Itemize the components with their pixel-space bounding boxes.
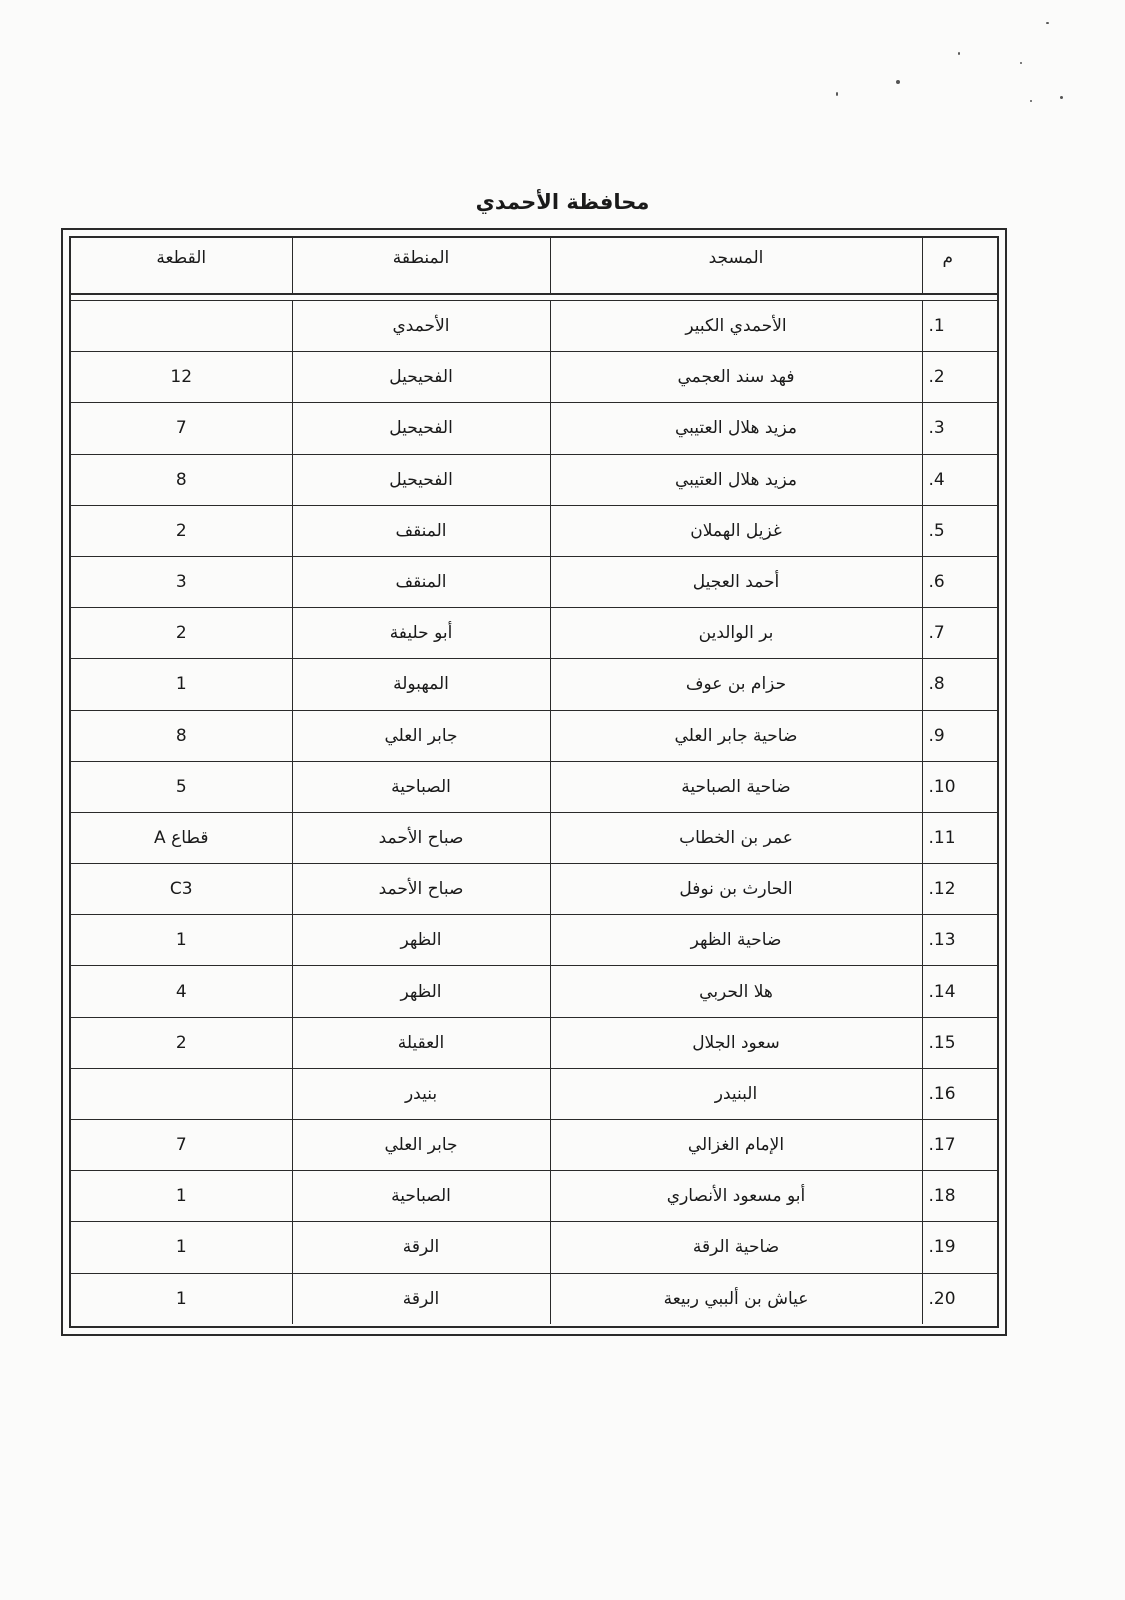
row-number: .17 (922, 1120, 997, 1171)
scan-speck (896, 80, 900, 84)
row-block: 5 (71, 761, 292, 812)
table-row (71, 1068, 997, 1119)
row-number: .15 (922, 1017, 997, 1068)
row-number: .9 (922, 710, 997, 761)
row-area: الفحيحيل (292, 454, 550, 505)
table-row (71, 812, 997, 863)
scan-speck (958, 52, 960, 55)
row-block: 2 (71, 505, 292, 556)
row-block: 8 (71, 710, 292, 761)
header-row (71, 238, 997, 293)
row-block: 4 (71, 966, 292, 1017)
table-row (71, 608, 997, 659)
table-row (71, 966, 997, 1017)
row-block (71, 1068, 292, 1119)
row-mosque: حزام بن عوف (550, 659, 922, 710)
scan-speck (836, 92, 838, 96)
row-mosque: مزيد هلال العتيبي (550, 403, 922, 454)
row-number: .5 (922, 505, 997, 556)
row-number: .4 (922, 454, 997, 505)
row-mosque: أحمد العجيل (550, 556, 922, 607)
row-number: .2 (922, 352, 997, 403)
table-row (71, 1273, 997, 1324)
row-block: 2 (71, 1017, 292, 1068)
table-inner-frame (69, 236, 999, 1328)
header-area: المنطقة (292, 238, 550, 293)
scan-speck (1046, 22, 1049, 24)
row-block: C3 (71, 864, 292, 915)
table-row (71, 710, 997, 761)
row-mosque: سعود الجلال (550, 1017, 922, 1068)
row-area: بنيدر (292, 1068, 550, 1119)
row-number: .3 (922, 403, 997, 454)
row-mosque: فهد سند العجمي (550, 352, 922, 403)
row-mosque: الحارث بن نوفل (550, 864, 922, 915)
row-area: العقيلة (292, 1017, 550, 1068)
row-block: 7 (71, 1120, 292, 1171)
page-title: محافظة الأحمدي (475, 190, 650, 214)
table-row (71, 301, 997, 352)
row-mosque: غزيل الهملان (550, 505, 922, 556)
header-mosque: المسجد (550, 238, 922, 293)
table-row (71, 1222, 997, 1273)
row-number: .18 (922, 1171, 997, 1222)
row-number: .10 (922, 761, 997, 812)
table-outer-frame (61, 228, 1007, 1336)
row-mosque: الإمام الغزالي (550, 1120, 922, 1171)
row-area: الصباحية (292, 1171, 550, 1222)
row-area: الرقة (292, 1273, 550, 1324)
row-block: 1 (71, 915, 292, 966)
row-block: 1 (71, 1273, 292, 1324)
row-mosque: ضاحية الصباحية (550, 761, 922, 812)
row-area: الأحمدي (292, 301, 550, 352)
row-area: الرقة (292, 1222, 550, 1273)
row-block: 12 (71, 352, 292, 403)
row-mosque: البنيدر (550, 1068, 922, 1119)
row-number: .12 (922, 864, 997, 915)
row-area: الظهر (292, 966, 550, 1017)
table-header (71, 238, 997, 294)
header-divider (71, 294, 997, 301)
row-block: 1 (71, 1171, 292, 1222)
row-area: جابر العلي (292, 1120, 550, 1171)
table-row (71, 556, 997, 607)
row-block: 8 (71, 454, 292, 505)
row-mosque: عياش بن ألببي ربيعة (550, 1273, 922, 1324)
row-number: .13 (922, 915, 997, 966)
table-row (71, 1120, 997, 1171)
row-mosque: مزيد هلال العتيبي (550, 454, 922, 505)
table-body (71, 301, 997, 1325)
row-block: 7 (71, 403, 292, 454)
row-mosque: الأحمدي الكبير (550, 301, 922, 352)
row-block: 1 (71, 659, 292, 710)
row-number: .8 (922, 659, 997, 710)
row-number: .20 (922, 1273, 997, 1324)
row-block: 1 (71, 1222, 292, 1273)
table-row (71, 403, 997, 454)
row-area: المنقف (292, 505, 550, 556)
row-block: 3 (71, 556, 292, 607)
row-number: .19 (922, 1222, 997, 1273)
row-number: .7 (922, 608, 997, 659)
row-block (71, 301, 292, 352)
row-mosque: ضاحية الظهر (550, 915, 922, 966)
row-area: الفحيحيل (292, 403, 550, 454)
row-number: .11 (922, 812, 997, 863)
row-area: صباح الأحمد (292, 864, 550, 915)
table-row (71, 659, 997, 710)
scan-speck (1060, 96, 1063, 99)
row-number: .1 (922, 301, 997, 352)
table-row (71, 1171, 997, 1222)
row-block: 2 (71, 608, 292, 659)
row-area: صباح الأحمد (292, 812, 550, 863)
table-row (71, 864, 997, 915)
row-mosque: هلا الحربي (550, 966, 922, 1017)
row-area: جابر العلي (292, 710, 550, 761)
row-block-text: A قطاع (154, 827, 209, 848)
row-number: .6 (922, 556, 997, 607)
scan-speck (1030, 100, 1032, 102)
row-mosque: بر الوالدين (550, 608, 922, 659)
table-row (71, 505, 997, 556)
row-area: أبو حليفة (292, 608, 550, 659)
table-row (71, 352, 997, 403)
header-block: القطعة (71, 238, 292, 293)
row-mosque: ضاحية الرقة (550, 1222, 922, 1273)
row-mosque: أبو مسعود الأنصاري (550, 1171, 922, 1222)
row-number: .16 (922, 1068, 997, 1119)
row-number: .14 (922, 966, 997, 1017)
row-mosque: عمر بن الخطاب (550, 812, 922, 863)
table-row (71, 915, 997, 966)
row-block (71, 812, 292, 863)
row-area: الفحيحيل (292, 352, 550, 403)
row-area: الصباحية (292, 761, 550, 812)
header-number: م (922, 238, 997, 293)
table-row (71, 454, 997, 505)
row-mosque: ضاحية جابر العلي (550, 710, 922, 761)
scan-speck (1020, 62, 1022, 64)
table-row (71, 761, 997, 812)
row-area: الظهر (292, 915, 550, 966)
table-row (71, 1017, 997, 1068)
row-area: المهبولة (292, 659, 550, 710)
row-area: المنقف (292, 556, 550, 607)
